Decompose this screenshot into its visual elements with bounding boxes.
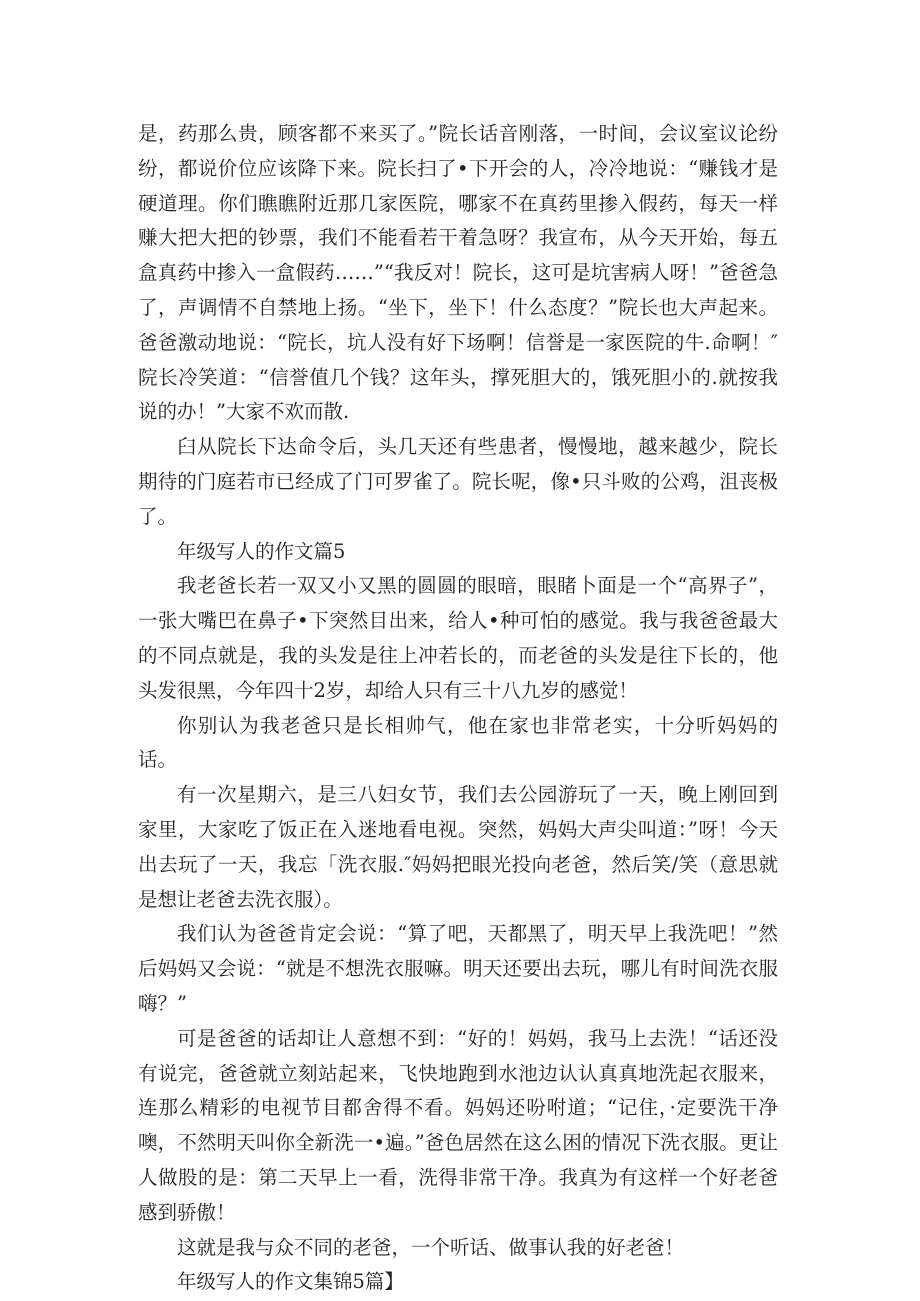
paragraph: 我们认为爸爸肯定会说：“算了吧，天都黑了，明天早上我洗吧！”然后妈妈又会说：“就是不想洗衣服嘛。明天还要出去玩，哪儿有时间洗衣服嗨？” [138, 922, 778, 1015]
paragraph: 可是爸爸的话却让人意想不到：“好的！妈妈，我马上去洗！“话还没有说完，爸爸就立刻站起来，飞快地跑到水池边认认真真地洗起衣服来，连那么精彩的电视节目都舍得不看。妈妈还吩咐道；“记住，·定要洗干净噢，不然明天叫你全新洗一•遍。”爸色居然在这么困的情况下洗衣服。更让人做股的是：第二天早上一看，洗得非常干净。我真为有这样一个好老爸感到骄傲！ [138, 1026, 778, 1224]
paragraph-continuation: 是，药那么贵，顾客都不来买了。”院长话音刚落，一时间，会议室议论纷纷，都说价位应该降下来。院长扫了•下开会的人，冷冷地说：“赚钱才是硬道理。你们瞧瞧附近那几家医院，哪家不在真药里掺入假药，每天一样赚大把大把的钞票，我们不能看若干着急呀？我宣布，从今天开始，每五盒真药中掺入一盒假药……”“我反对！院长，这可是坑害病人呀！”爸爸急了，声调情不自禁地上扬。“坐下，坐下！什么态度？”院长也大声起来。爸爸激动地说：“院长，坑人没有好下场啊！信誉是一家医院的牛.命啊！″院长冷笑道：“信誉值几个钱？这年头，撑死胆大的，饿死胆小的.就按我说的办！”大家不欢而散. [138, 122, 778, 424]
paragraph: 臼从院长下达命令后，头几天还有些患者，慢慢地，越来越少，院长期待的门庭若市已经成了门可罗雀了。院长呢，像•只斗败的公鸡，沮丧极了。 [138, 435, 778, 528]
paragraph: 我老爸长若一双又小又黑的圆圆的眼暗，眼睹卜面是一个“高界子”，一张大嘴巴在鼻子•下突然目出来，给人•种可怕的感觉。我与我爸爸最大的不同点就是，我的头发是往上冲若长的，而老爸的头发是往下长的，他头发很黑，今年四十2岁，却给人只有三十八九岁的感觉！ [138, 574, 778, 702]
paragraph: 有一次星期六，是三八妇女节，我们去公园游玩了一天，晚上刚回到家里，大家吃了饭正在入迷地看电视。突然，妈妈大声尖叫道：”呀！今天出去玩了一天，我忘「洗衣服.″妈妈把眼光投向老爸，然后笑/笑（意思就是想让老爸去洗衣服）。 [138, 783, 778, 911]
document-body [138, 117, 778, 1300]
section-heading: 年级写人的作文篇5 [177, 539, 346, 563]
section-heading: 年级写人的作文集锦5篇】 [177, 1270, 404, 1294]
paragraph: 你别认为我老爸只是长相帅气，他在家也非常老实，十分听妈妈的话。 [138, 713, 778, 772]
paragraph: 这就是我与众不同的老爸，一个听话、做事认我的好老爸！ [177, 1235, 685, 1259]
